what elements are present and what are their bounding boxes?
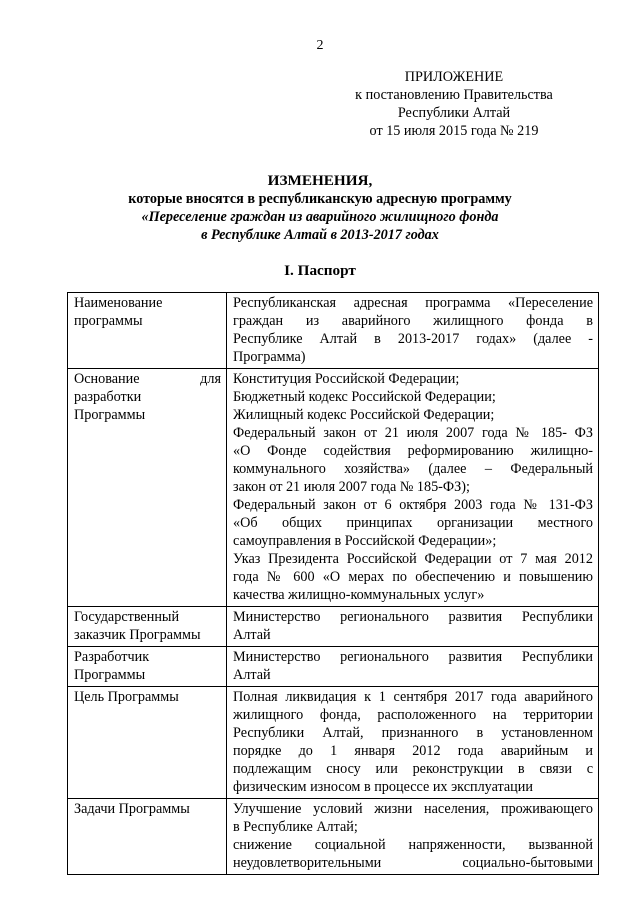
label-line: заказчик Программы	[74, 627, 201, 643]
value-line: самоуправления в Российской Федерации»;	[233, 533, 497, 549]
document-heading	[0, 172, 640, 244]
value-line: Жилищный кодекс Российской Федерации;	[233, 407, 495, 423]
label-word: Основание	[74, 371, 140, 387]
label-line	[74, 370, 221, 388]
row-label	[68, 647, 227, 687]
value-line: Республики Алтай, признанного в установленном	[233, 725, 593, 741]
table-row	[68, 799, 599, 875]
row-value	[227, 799, 599, 875]
row-value	[227, 293, 599, 369]
table-row	[68, 647, 599, 687]
appendix-block	[330, 68, 578, 140]
value-line: Республике Алтай в 2013-2017 годах» (далее -	[233, 331, 593, 347]
appendix-line: от 15 июля 2015 года № 219	[369, 123, 539, 139]
row-label	[68, 293, 227, 369]
value-line: Программа)	[233, 349, 306, 365]
appendix-line: ПРИЛОЖЕНИЕ	[404, 69, 504, 85]
value-line: снижение социальной напряженности, вызванной	[233, 837, 593, 853]
value-line: коммунального хозяйства» (далее – Федеральный	[233, 461, 593, 477]
value-line: Алтай	[233, 627, 271, 643]
label-line: Государственный	[74, 609, 180, 625]
label-line: Программы	[74, 407, 146, 423]
value-line: закон от 21 июля 2007 года № 185-ФЗ);	[233, 479, 470, 495]
value-line: Улучшение условий жизни населения, проживающего	[233, 801, 593, 817]
heading-line: которые вносятся в республиканскую адресную программу	[128, 191, 512, 207]
value-line: Алтай	[233, 667, 271, 683]
value-line: Полная ликвидация к 1 сентября 2017 года аварийного	[233, 689, 593, 705]
label-line: Разработчик	[74, 649, 150, 665]
value-line: Федеральный закон от 6 октября 2003 года № 131-ФЗ	[233, 497, 593, 513]
row-label	[68, 799, 227, 875]
row-value	[227, 369, 599, 607]
value-line: «Об общих принципах организации местного	[233, 515, 593, 531]
value-line: Бюджетный кодекс Российской Федерации;	[233, 389, 496, 405]
value-line: Республиканская адресная программа «Переселение	[233, 295, 593, 311]
value-line: Конституция Российской Федерации;	[233, 371, 460, 387]
heading-line: «Переселение граждан из аварийного жилищного фонда	[141, 209, 499, 225]
heading-line: в Республике Алтай в 2013-2017 годах	[201, 227, 439, 243]
value-line: порядке до 1 января 2012 года аварийным и	[233, 743, 593, 759]
table-row	[68, 607, 599, 647]
value-line: физическим износом в процессе их эксплуатации	[233, 779, 533, 795]
label-line: программы	[74, 313, 143, 329]
row-value	[227, 687, 599, 799]
value-line: Федеральный закон от 21 июля 2007 года № 185- ФЗ	[233, 425, 593, 441]
label-line: Наименование	[74, 295, 163, 311]
value-line: в Республике Алтай;	[233, 819, 358, 835]
value-line: Министерство регионального развития Республики	[233, 649, 593, 665]
row-value	[227, 647, 599, 687]
table-row	[68, 687, 599, 799]
table-row	[68, 369, 599, 607]
section-title: I. Паспорт	[284, 262, 356, 279]
row-label	[68, 369, 227, 607]
value-line: года № 600 «О мерах по обеспечению и повышению	[233, 569, 593, 585]
value-line: жилищного фонда, расположенного на территории	[233, 707, 593, 723]
heading-title: ИЗМЕНЕНИЯ,	[267, 172, 373, 189]
row-value	[227, 607, 599, 647]
value-line: подлежащим сносу или реконструкции в связи с	[233, 761, 593, 777]
row-label	[68, 687, 227, 799]
value-line: Указ Президента Российской Федерации от 7 мая 2012	[233, 551, 593, 567]
label-line: разработки	[74, 389, 142, 405]
label-line: Цель Программы	[74, 689, 179, 705]
appendix-line: Республики Алтай	[397, 105, 511, 121]
label-line: Программы	[74, 667, 146, 683]
row-label	[68, 607, 227, 647]
value-line: «О Фонде содействия реформированию жилищно-	[233, 443, 593, 459]
value-line: граждан из аварийного жилищного фонда в	[233, 313, 593, 329]
page-number: 2	[316, 38, 324, 53]
label-word: для	[200, 371, 221, 387]
value-line: неудовлетворительными социально-бытовыми	[233, 855, 593, 871]
label-line: Задачи Программы	[74, 801, 190, 817]
value-line: Министерство регионального развития Республики	[233, 609, 593, 625]
appendix-line: к постановлению Правительства	[355, 87, 553, 103]
value-line: качества жилищно-коммунальных услуг»	[233, 587, 485, 603]
table-row	[68, 293, 599, 369]
passport-table	[67, 292, 599, 875]
